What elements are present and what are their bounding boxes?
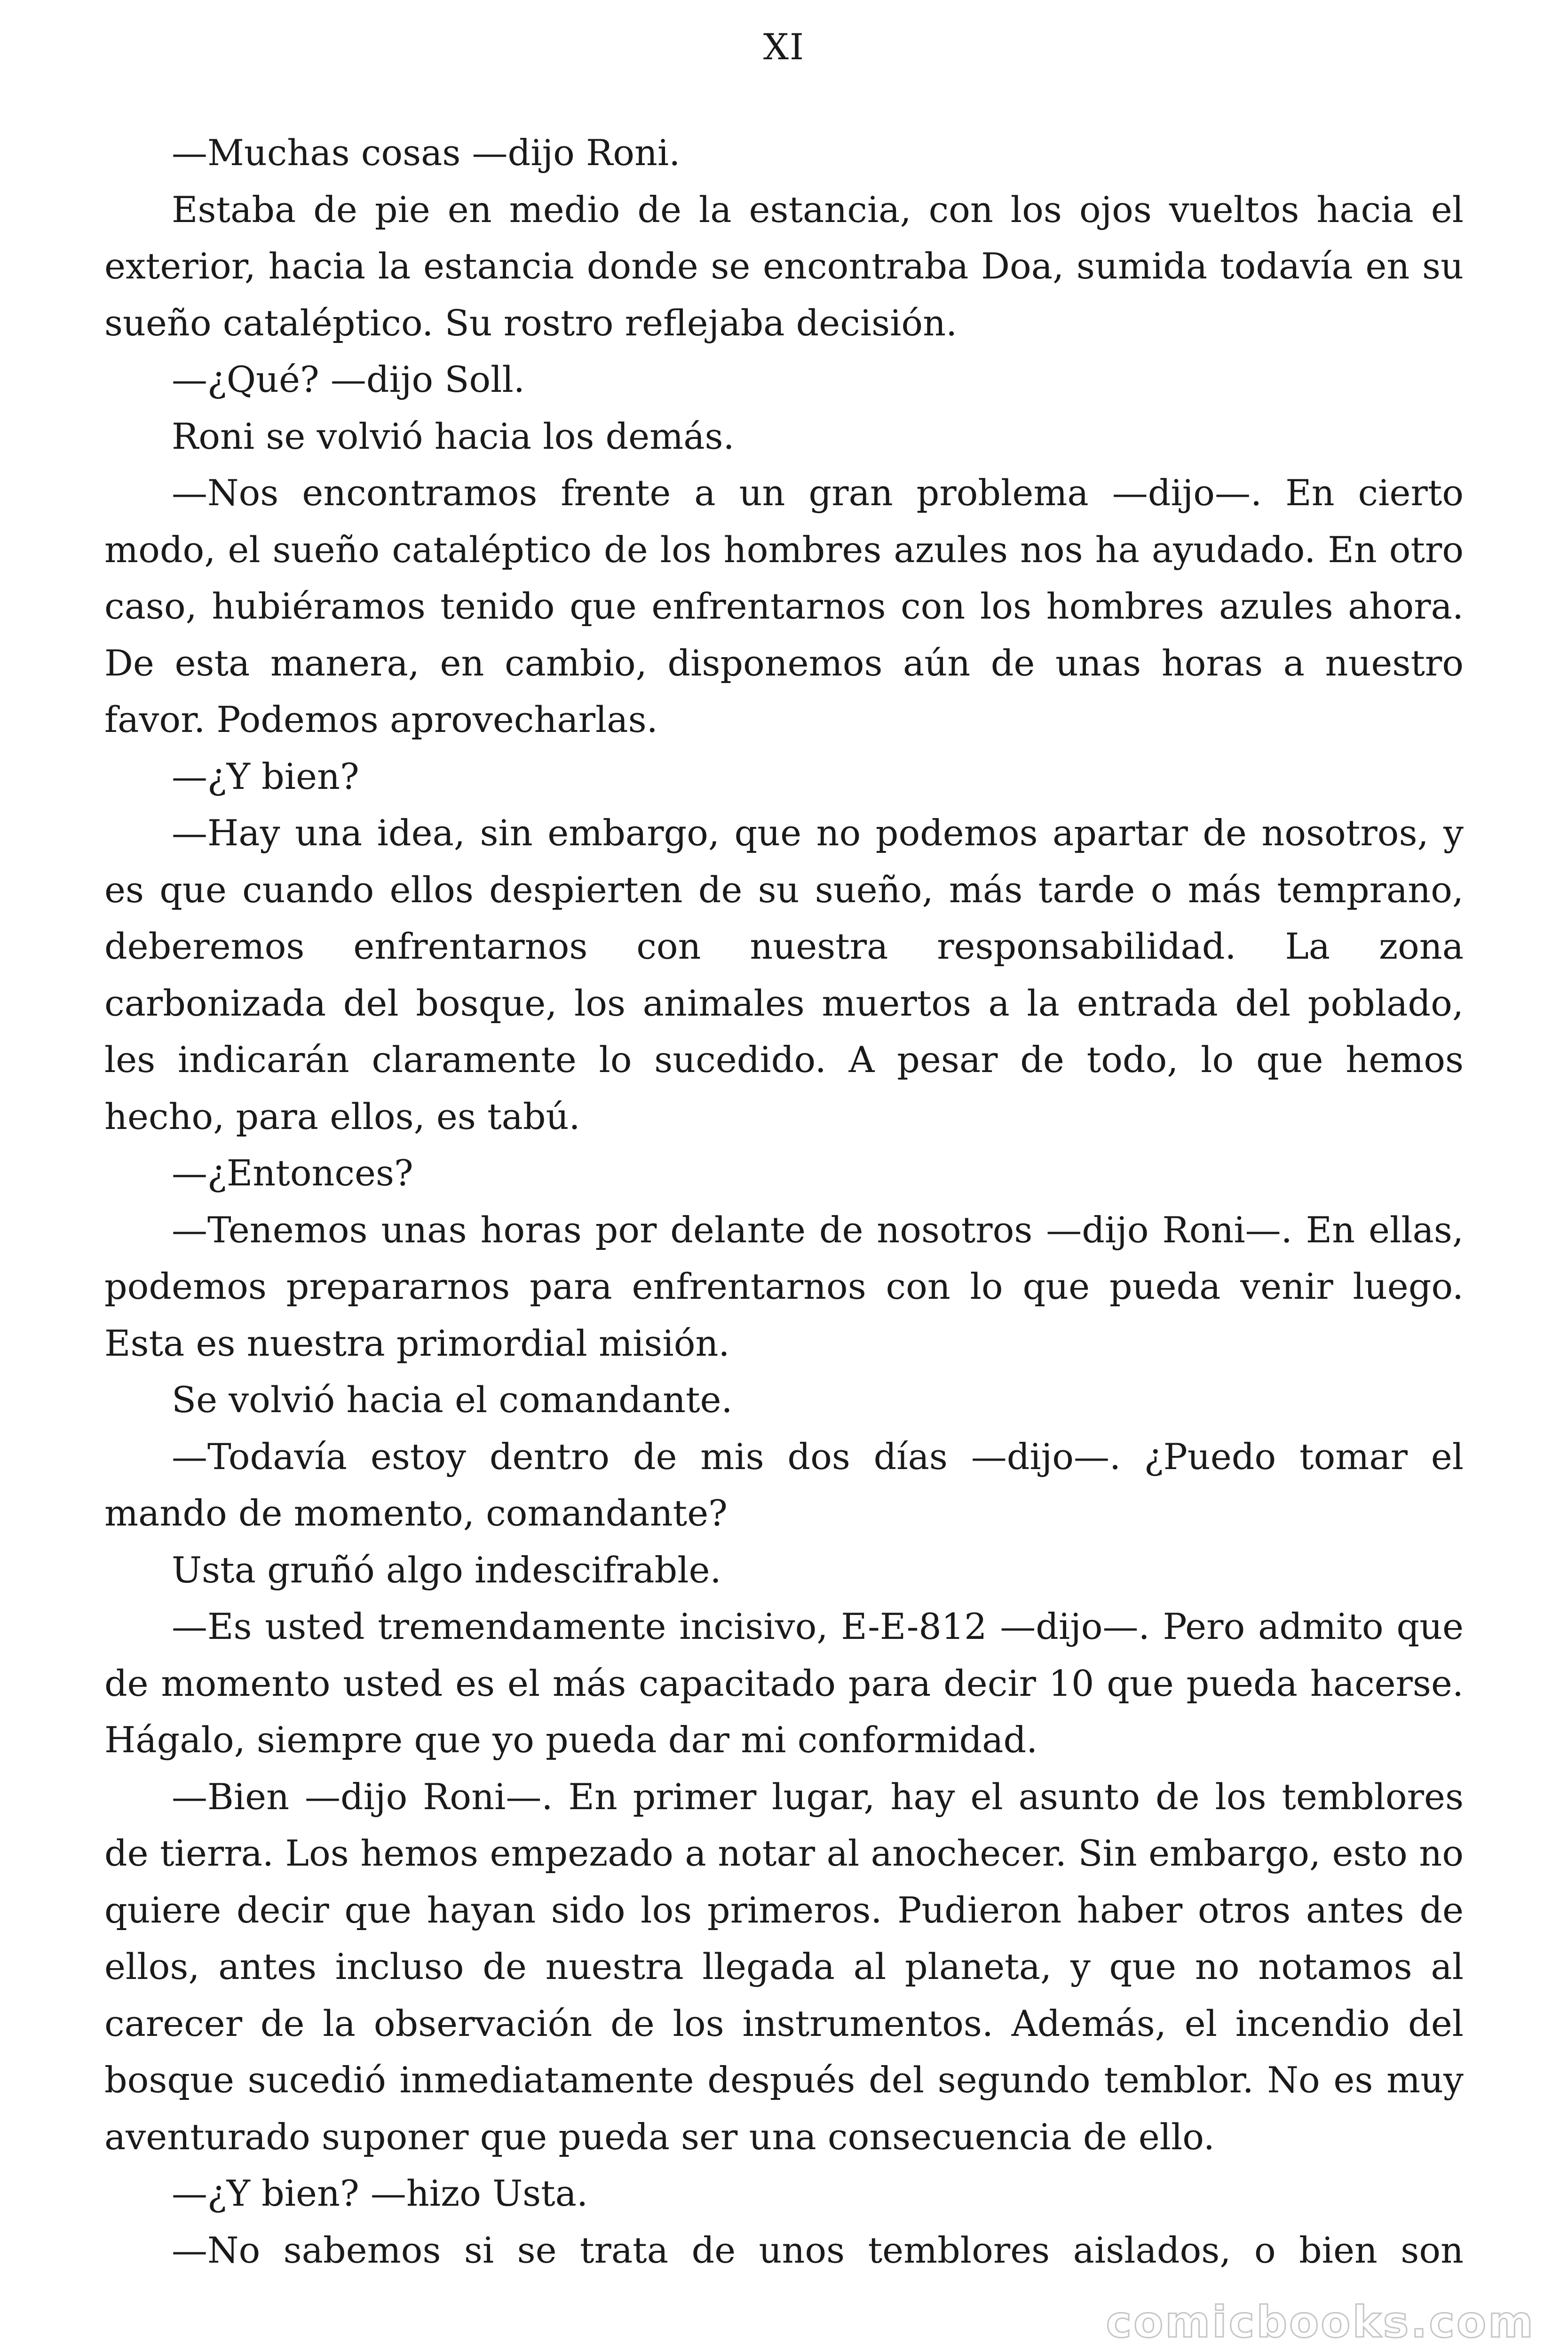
paragraph: —Tenemos unas horas por delante de nosotros —dijo Roni—. En ellas, podemos prepararnos para enfrentarnos con lo que pueda venir luego. Esta es nuestra primordial misión.	[104, 1208, 1464, 1364]
paragraph: Estaba de pie en medio de la estancia, con los ojos vueltos hacia el exterior, hacia la estancia donde se encontraba Doa, sumida todavía en su sueño cataléptico. Su rostro reflejaba decisión.	[104, 188, 1464, 344]
chapter-title: XI	[763, 26, 805, 68]
paragraph: —No sabemos si se trata de unos temblores aislados, o bien son	[172, 2229, 1464, 2271]
paragraph: —Todavía estoy dentro de mis dos días —dijo—. ¿Puedo tomar el mando de momento, comandante?	[104, 1435, 1464, 1534]
paragraph: —Bien —dijo Roni—. En primer lugar, hay el asunto de los temblores de tierra. Los hemos empezado a notar al anochecer. Sin embargo, esto no quiere decir que hayan sido los primeros. Pudieron haber otros antes de ellos, antes incluso de nuestra llegada al planeta, y que no notamos al carecer de la observación de los instrumentos. Además, el incendio del bosque sucedió inmediatamente después del segundo temblor. No es muy aventurado suponer que pueda ser una consecuencia de ello.	[104, 1775, 1464, 2158]
body-text	[104, 125, 1464, 2279]
watermark: comicbooks.com	[1106, 2297, 1535, 2347]
paragraph: —Es usted tremendamente incisivo, E-E-812 —dijo—. Pero admito que de momento usted es el más capacitado para decir 10 que pueda hacerse. Hágalo, siempre que yo pueda dar mi conformidad.	[104, 1605, 1464, 1761]
paragraph: —¿Entonces?	[172, 1152, 413, 1194]
paragraph: —Nos encontramos frente a un gran problema —dijo—. En cierto modo, el sueño cataléptico de los hombres azules nos ha ayudado. En otro caso, hubiéramos tenido que enfrentarnos con los hombres azules ahora. De esta manera, en cambio, disponemos aún de unas horas a nuestro favor. Podemos aprovecharlas.	[104, 472, 1464, 740]
paragraph: —Muchas cosas —dijo Roni.	[172, 132, 681, 174]
paragraph: —¿Y bien?	[172, 755, 359, 797]
paragraph: Se volvió hacia el comandante.	[172, 1379, 733, 1421]
paragraph: —¿Y bien? —hizo Usta.	[172, 2172, 588, 2214]
paragraph: —Hay una idea, sin embargo, que no podemos apartar de nosotros, y es que cuando ellos despierten de su sueño, más tarde o más temprano, deberemos enfrentarnos con nuestra responsabilidad. La zona carbonizada del bosque, los animales muertos a la entrada del poblado, les indicarán claramente lo sucedido. A pesar de todo, lo que hemos hecho, para ellos, es tabú.	[104, 812, 1464, 1137]
paragraph: Usta gruñó algo indescifrable.	[172, 1549, 721, 1591]
paragraph: Roni se volvió hacia los demás.	[172, 415, 735, 457]
paragraph: —¿Qué? —dijo Soll.	[172, 358, 525, 400]
